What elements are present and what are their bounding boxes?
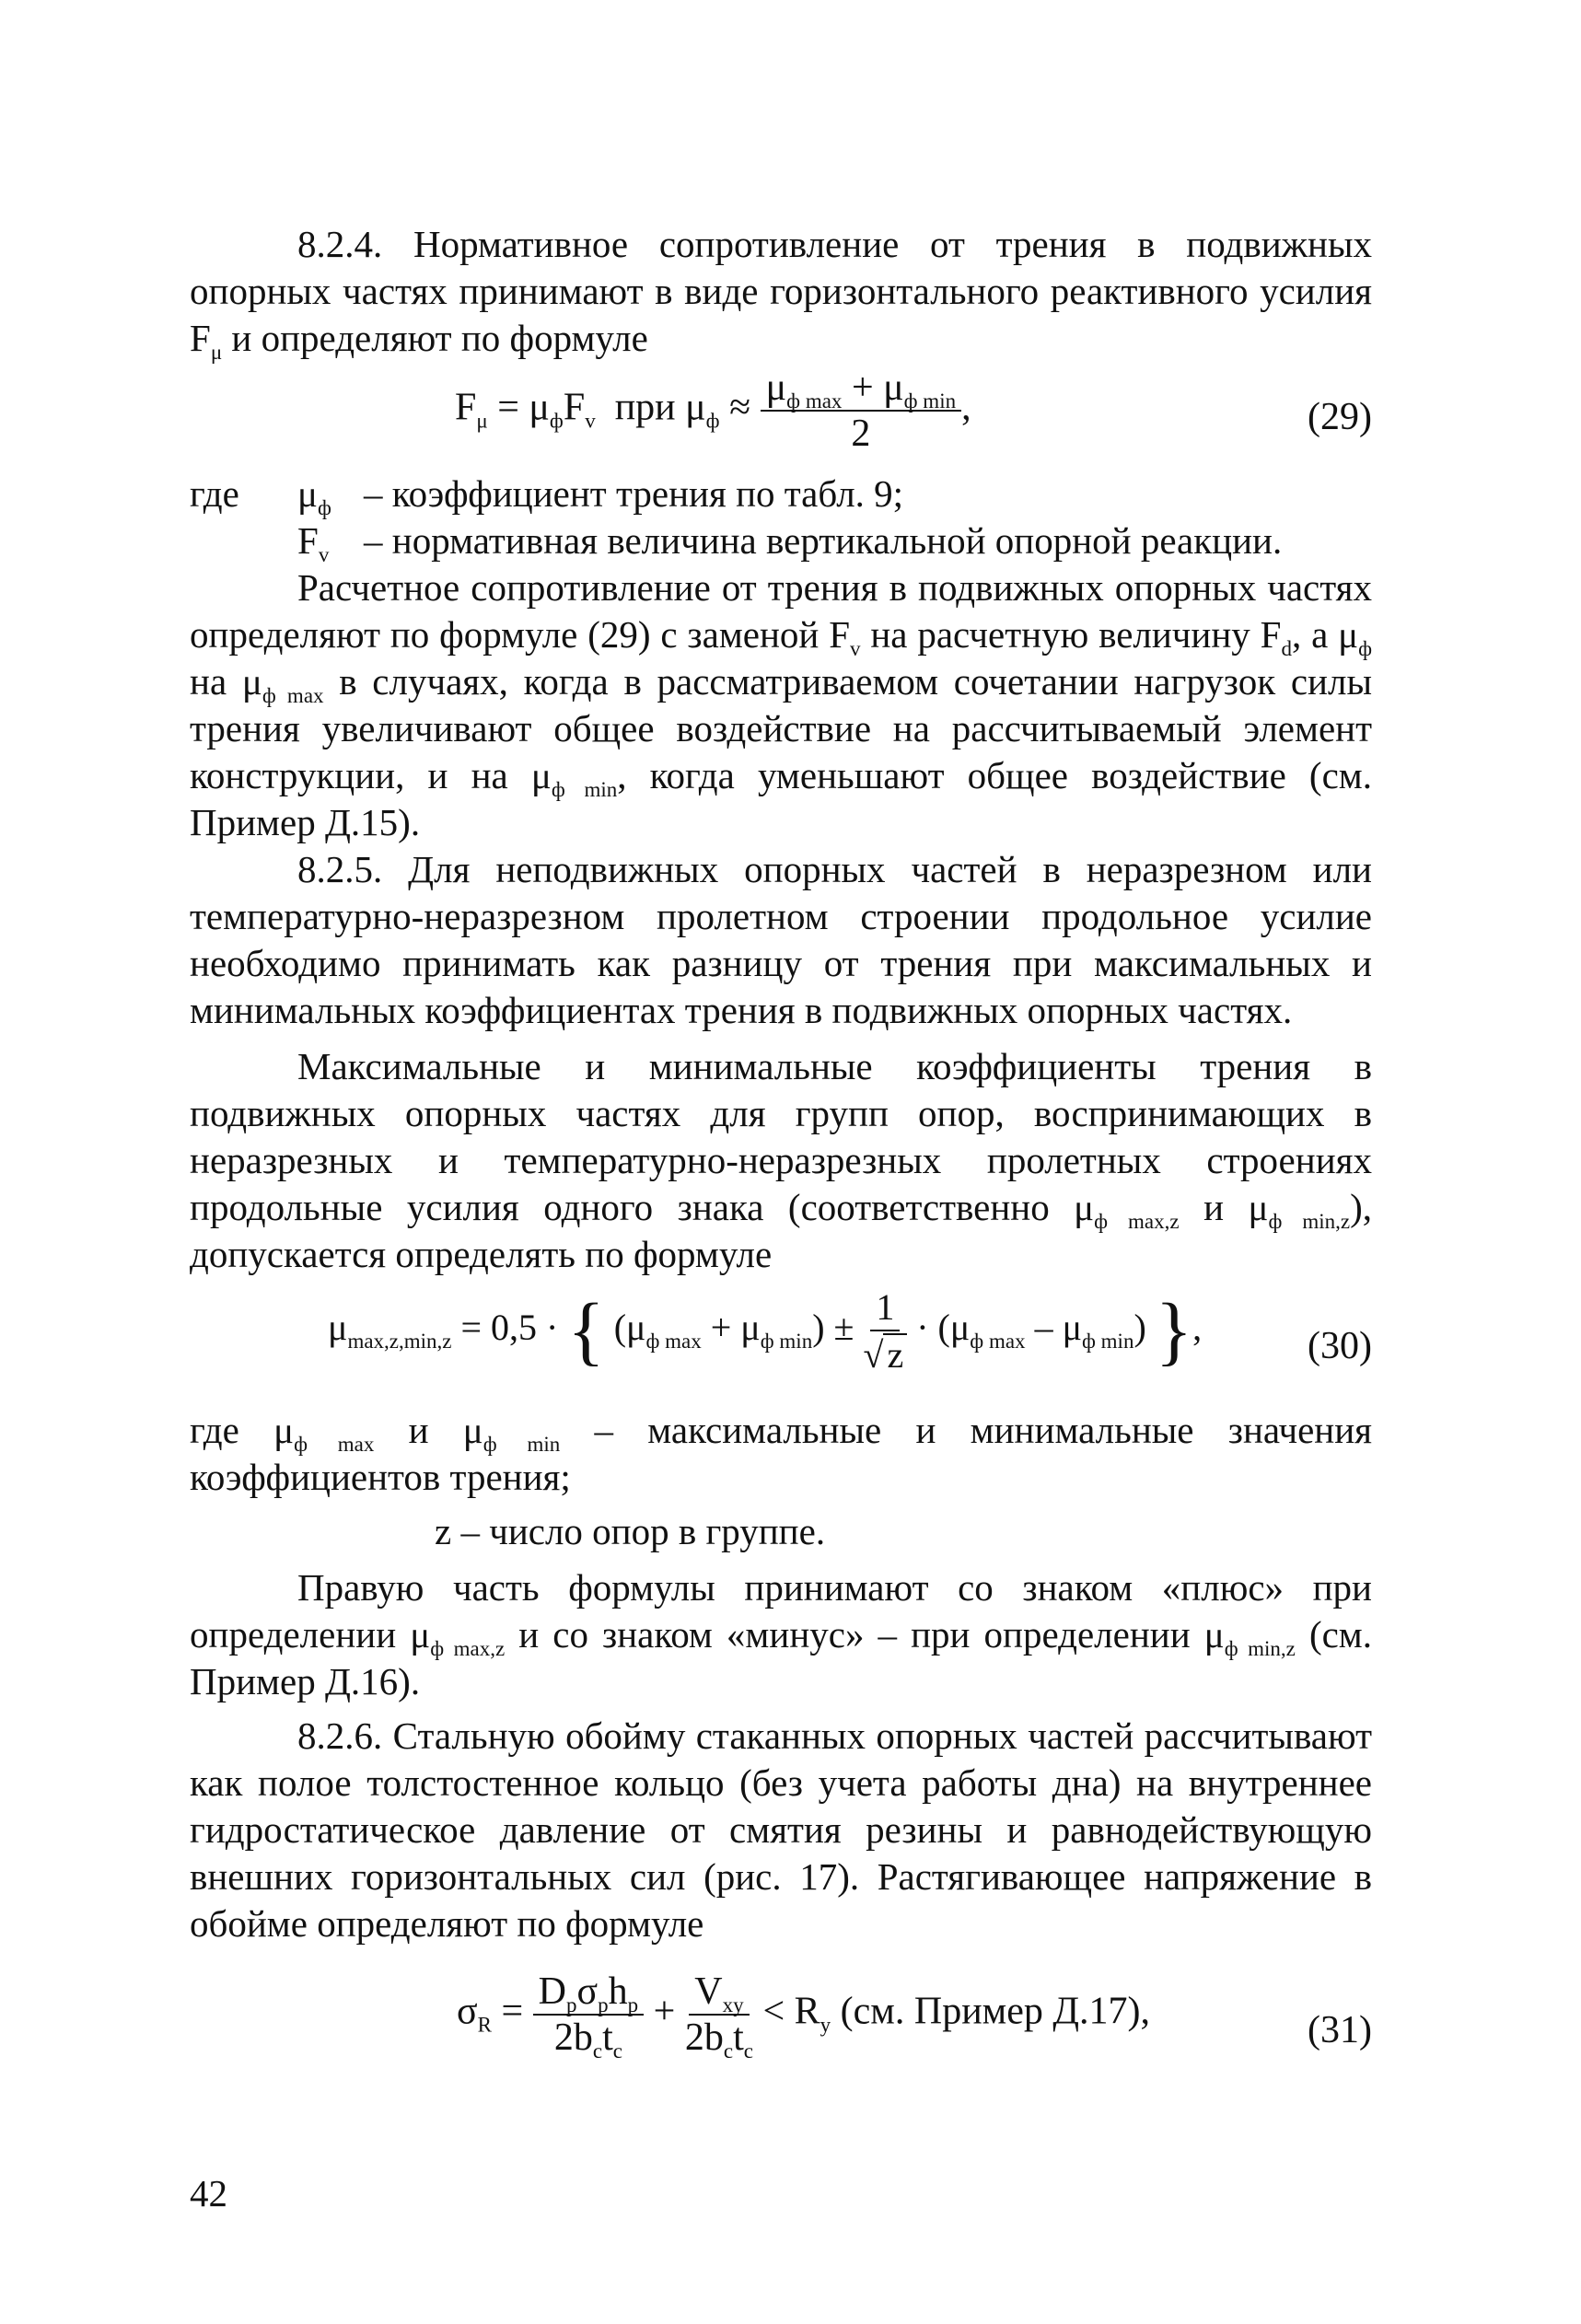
document-page <box>190 221 1372 2097</box>
where-30-z: z – число опор в группе. <box>435 1510 826 1552</box>
paragraph-8-2-6: 8.2.6. Стальную обойму стаканных опорных частей рассчитывают как полое толстостенное кольцо (без учета работы дна) на внутреннее гидростатическое давление от смятия резины и равнодействующую внешних горизонтальных сил (рис. 17). Растягивающее напряжение в обойме определяют по формуле <box>190 1714 1372 1945</box>
paragraph-design-resistance: Расчетное сопротивление от трения в подвижных опорных частях определяют по формуле (29) с заменой $F_v$ на расчетную величину $F_d$, а $\mu_ф$ на $\mu_{ф max}$ в случаях, когда в рассматриваемом сочетании нагрузок силы трения увеличивают общее воздействие на рассчитываемый элемент конструкции, и на $\mu_{ф min}$, когда уменьшают общее воздействие (см. Пример Д.15). <box>190 566 1373 843</box>
fraction-30: $\frac{1}{√ z}$ <box>863 1287 907 1376</box>
fraction-31-a: $\frac{D_p\sigma_ph_p}{2b_ct_c}$ <box>533 1971 644 2058</box>
paragraph-8-2-4: 8.2.4. Нормативное сопротивление от трения в подвижных опорных частях принимают в виде горизонтального реактивного усилия $F_\mu$ и определяют по формуле <box>190 223 1372 364</box>
paragraph-friction-coefficients: Максимальные и минимальные коэффициенты трения в подвижных опорных частях для групп опор, воспринимающих в неразрезных и температурно-неразрезных пролетных строениях продольные усилия одного знака (соответственно $\mu_{ф max,z}$ и $\mu_{ф min,z}$), допускается определять по формуле <box>190 1045 1372 1275</box>
where-30: где $\mu_{ф max}$ и $\mu_{ф min}$ – максимальные и минимальные значения коэффициентов трения; <box>190 1409 1373 1498</box>
where-29-item-2: $F_v$ – нормативная величина вертикальной опорной реакции. <box>297 519 1283 566</box>
page-number: 42 <box>190 2172 227 2214</box>
equation-number-29: (29) <box>1308 396 1372 438</box>
equation-number-30: (30) <box>1308 1325 1372 1367</box>
equation-31: $\sigma_R$ = $\frac{D_p\sigma_ph_p}{2b_ct_c}$ + $\frac{V_{xy}}{2b_ct_c}$ < $R_y$ (см. Пример Д.17), (31) <box>457 1970 1372 2063</box>
paragraph-8-2-5: 8.2.5. Для неподвижных опорных частей в неразрезном или температурно-неразрезном пролетном строении продольное усилие необходимо принимать как разницу от трения при максимальных и минимальных коэффициентах трения в подвижных опорных частях. <box>190 848 1372 1031</box>
equation-number-31: (31) <box>1308 2009 1372 2051</box>
fraction-29: $\frac{\mu_{ф max} + \mu_{ф min}}{2}$ <box>761 367 961 454</box>
fraction-31-b: $\frac{V_{xy}}{2b_ct_c}$ <box>684 1970 753 2063</box>
equation-30: $\mu_{max,z,min,z} = 0,5$ · { $(\mu_{ф max} + \mu_{ф min})$ ± $\frac{1}{√ z}$ · $(\mu_{ф max} - \mu_{ф min})$ }, (30) <box>328 1286 1372 1376</box>
paragraph-sign-rule: Правую часть формулы принимают со знаком «плюс» при определении $\mu_{ф max,z}$ и со знаком «минус» – при определении $\mu_{ф min,z}$ (см. Пример Д.16). <box>190 1566 1372 1702</box>
where-29-item-1: где $\mu_ф$ – коэффициент трения по табл. 9; <box>190 472 904 519</box>
equation-29: $F_\mu = \mu_фF_v$ при $\mu_ф$ ≈ $\frac{\mu_{ф max} + \mu_{ф min}}{2}$ , (29) <box>455 366 1372 455</box>
